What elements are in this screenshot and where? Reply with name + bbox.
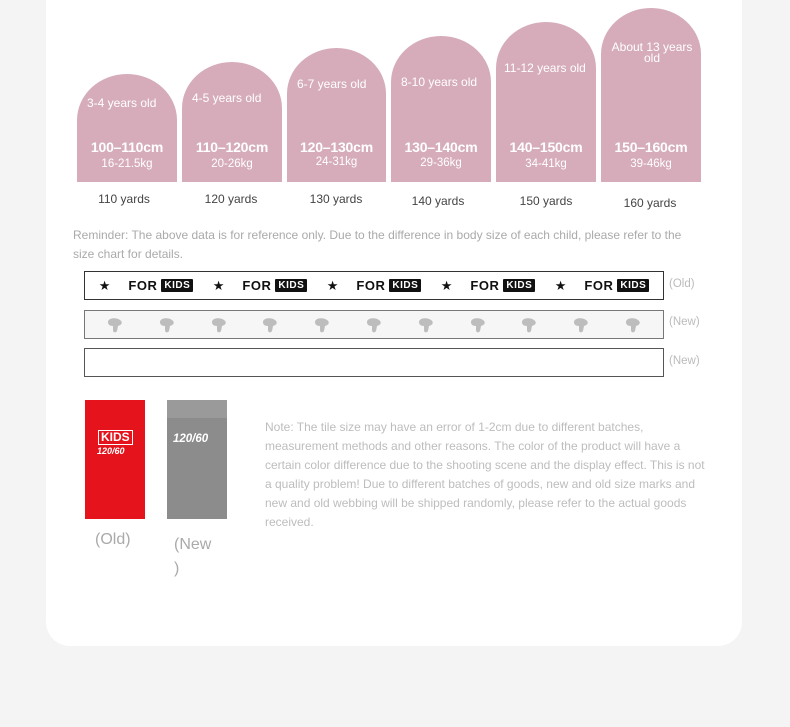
pattern-kids: KIDS — [503, 279, 535, 292]
size-arch-1 — [77, 74, 177, 182]
pattern-for: FOR — [242, 278, 272, 293]
arch-height: 110–120cm — [195, 139, 269, 155]
strip-new-tag: (New) — [669, 316, 700, 328]
footprint-icon — [417, 317, 435, 333]
arch-height: 150–160cm — [614, 139, 688, 155]
footprint-icon — [624, 317, 642, 333]
pattern-kids: KIDS — [617, 279, 649, 292]
pattern-kids: KIDS — [275, 279, 307, 292]
strip-pattern — [85, 272, 663, 299]
footprint-pattern — [85, 311, 663, 338]
footprint-icon — [261, 317, 279, 333]
pattern-kids: KIDS — [161, 279, 193, 292]
size-arch-3 — [287, 48, 386, 182]
arch-weight: 24-31kg — [315, 156, 358, 168]
old-label-caption: (Old) — [95, 531, 131, 548]
yards-label: 150 yards — [519, 194, 573, 208]
new-label-caption: (New ) — [174, 536, 212, 577]
star-icon: ★ — [554, 277, 567, 293]
footprint-icon — [520, 317, 538, 333]
arch-weight: 29-36kg — [420, 157, 462, 169]
footprint-icon — [158, 317, 176, 333]
pattern-for: FOR — [356, 278, 386, 293]
arch-age: 6-7 years old — [297, 77, 367, 91]
webbing-strip-old — [84, 271, 664, 300]
footprint-icon — [572, 317, 590, 333]
yards-label: 110 yards — [98, 192, 150, 206]
arch-age: 11-12 years old — [504, 61, 586, 75]
label-band — [167, 400, 227, 418]
arch-height: 140–150cm — [509, 139, 583, 155]
webbing-strip-new-plain — [84, 348, 664, 377]
yards-label: 130 yards — [309, 192, 363, 206]
footprint-icon — [313, 317, 331, 333]
pattern-kids: KIDS — [389, 279, 421, 292]
pattern-unit — [327, 278, 422, 294]
star-icon: ★ — [326, 277, 339, 293]
footprint-icon — [106, 317, 124, 333]
strip-old-tag: (Old) — [669, 278, 695, 290]
arch-weight: 34-41kg — [525, 158, 567, 170]
size-mark: 120/60 — [97, 446, 125, 456]
arch-age: 4-5 years old — [192, 91, 262, 105]
pattern-unit — [99, 278, 194, 294]
footprint-icon — [469, 317, 487, 333]
size-arch-6 — [601, 8, 701, 182]
pattern-for: FOR — [128, 278, 158, 293]
arch-height: 130–140cm — [404, 139, 478, 155]
arch-height: 100–110cm — [90, 139, 164, 155]
size-arch-4 — [391, 36, 491, 182]
yards-label: 120 yards — [204, 192, 258, 206]
pattern-unit — [441, 278, 536, 294]
arch-age: 8-10 years old — [401, 75, 478, 89]
pattern-for: FOR — [584, 278, 614, 293]
arch-height: 120–130cm — [300, 139, 373, 155]
star-icon: ★ — [440, 277, 453, 293]
footprint-icon — [365, 317, 383, 333]
strip-new-tag: (New) — [669, 355, 700, 367]
arch-weight: 20-26kg — [211, 158, 253, 170]
star-icon: ★ — [98, 277, 111, 293]
footprint-icon — [210, 317, 228, 333]
size-mark: 120/60 — [173, 433, 209, 445]
pattern-unit — [213, 278, 308, 294]
webbing-strip-new-pattern — [84, 310, 664, 339]
size-arch-2 — [182, 62, 282, 182]
arch-weight: 39-46kg — [630, 158, 672, 170]
size-arch-5 — [496, 22, 596, 182]
note-text: Note: The tile size may have an error of 1-2cm due to different batches, measurement methods and other reasons. The color of the product will have a certain color difference due to the shooting scene and the display effect. This is not a quality problem! Due to different batches of goods, new and old size marks and new and old webbing will be shipped randomly, please refer to the actual goods received. — [265, 420, 705, 529]
size-label-old — [85, 400, 145, 519]
star-icon: ★ — [212, 277, 225, 293]
arch-weight: 16-21.5kg — [101, 158, 153, 170]
pattern-unit — [555, 278, 650, 294]
arch-age: About 13 years old — [611, 40, 693, 65]
yards-label: 140 yards — [411, 194, 465, 208]
pattern-for: FOR — [470, 278, 500, 293]
arch-age: 3-4 years old — [87, 96, 157, 110]
yards-label: 160 yards — [623, 196, 677, 210]
reminder-text: Reminder: The above data is for reference only. Due to the difference in body size of each child, please refer to the size chart for details. — [73, 228, 682, 261]
kids-logo: KIDS — [98, 430, 133, 445]
size-label-new — [167, 400, 227, 519]
